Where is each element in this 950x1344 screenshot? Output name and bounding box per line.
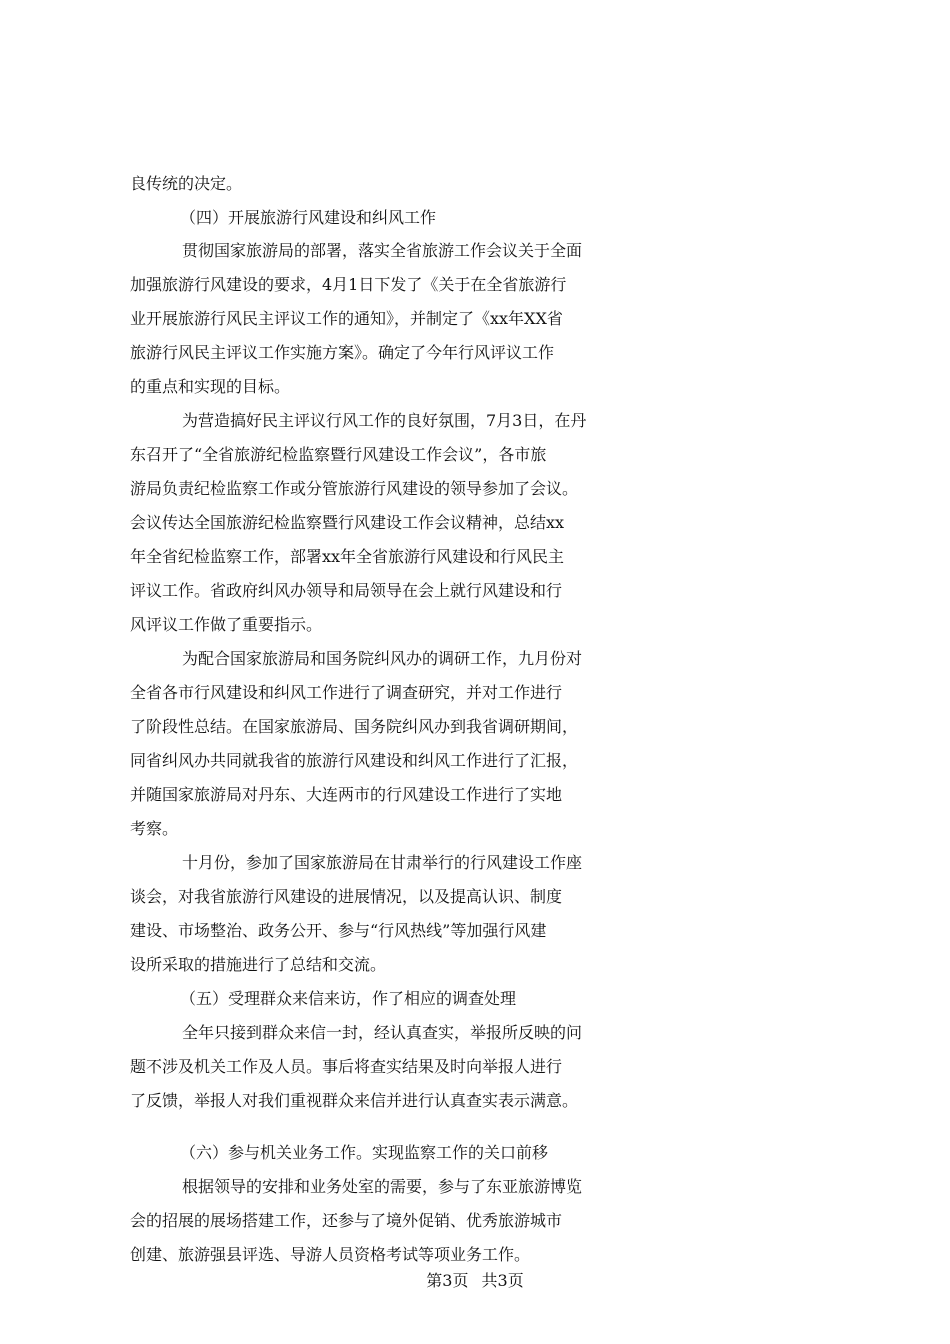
text-line: 设所采取的措施进行了总结和交流。 bbox=[130, 955, 387, 974]
text-line: 游局负责纪检监察工作或分管旅游行风建设的领导参加了会议。 bbox=[130, 479, 579, 498]
text-line: 同省纠风办共同就我省的旅游行风建设和纠风工作进行了汇报， bbox=[130, 751, 579, 770]
text-line: 的重点和实现的目标。 bbox=[130, 377, 291, 396]
text-line: 十月份，参加了国家旅游局在甘肃举行的行风建设工作座 bbox=[182, 853, 583, 872]
text-line: 为营造搞好民主评议行风工作的良好氛围，7月3日，在丹 bbox=[182, 411, 587, 430]
text-line: 根据领导的安排和业务处室的需要，参与了东亚旅游博览 bbox=[182, 1177, 583, 1196]
section-heading: （四）开展旅游行风建设和纠风工作 bbox=[180, 208, 437, 227]
text-line: 良传统的决定。 bbox=[130, 174, 243, 193]
text-line: 全年只接到群众来信一封，经认真查实，举报所反映的问 bbox=[182, 1023, 583, 1042]
text-line: 评议工作。省政府纠风办领导和局领导在会上就行风建设和行 bbox=[130, 581, 563, 600]
text-line: 会的招展的展场搭建工作，还参与了境外促销、优秀旅游城市 bbox=[130, 1211, 563, 1230]
text-line: 题不涉及机关工作及人员。事后将查实结果及时向举报人进行 bbox=[130, 1057, 563, 1076]
text-line: 了阶段性总结。在国家旅游局、国务院纠风办到我省调研期间， bbox=[130, 717, 579, 736]
text-line: 业开展旅游行风民主评议工作的通知》，并制定了《xx年XX省 bbox=[130, 309, 563, 328]
text-line: 年全省纪检监察工作，部署xx年全省旅游行风建设和行风民主 bbox=[130, 547, 565, 566]
text-line: 建设、市场整治、政务公开、参与“行风热线”等加强行风建 bbox=[130, 921, 547, 940]
text-line: 考察。 bbox=[130, 819, 179, 838]
page-total: 共3页 bbox=[481, 1271, 524, 1290]
text-line: 风评议工作做了重要指示。 bbox=[130, 615, 323, 634]
text-line: 谈会，对我省旅游行风建设的进展情况，以及提高认识、制度 bbox=[130, 887, 563, 906]
text-line: 旅游行风民主评议工作实施方案》。确定了今年行风评议工作 bbox=[130, 343, 555, 362]
section-heading: （五）受理群众来信来访，作了相应的调查处理 bbox=[180, 989, 517, 1008]
text-line: 东召开了“全省旅游纪检监察暨行风建设工作会议”，各市旅 bbox=[130, 445, 547, 464]
text-line: 创建、旅游强县评选、导游人员资格考试等项业务工作。 bbox=[130, 1245, 531, 1264]
text-line: 全省各市行风建设和纠风工作进行了调查研究，并对工作进行 bbox=[130, 683, 563, 702]
text-line: 了反馈，举报人对我们重视群众来信并进行认真查实表示满意。 bbox=[130, 1091, 579, 1110]
section-heading: （六）参与机关业务工作。实现监察工作的关口前移 bbox=[180, 1143, 549, 1162]
text-line: 贯彻国家旅游局的部署，落实全省旅游工作会议关于全面 bbox=[182, 241, 583, 260]
page-number: 第3页 bbox=[426, 1271, 469, 1290]
page-footer bbox=[0, 1270, 950, 1292]
text-line: 并随国家旅游局对丹东、大连两市的行风建设工作进行了实地 bbox=[130, 785, 563, 804]
text-line: 为配合国家旅游局和国务院纠风办的调研工作，九月份对 bbox=[182, 649, 583, 668]
text-line: 会议传达全国旅游纪检监察暨行风建设工作会议精神，总结xx bbox=[130, 513, 565, 532]
text-line: 加强旅游行风建设的要求，4月1日下发了《关于在全省旅游行 bbox=[130, 275, 567, 294]
